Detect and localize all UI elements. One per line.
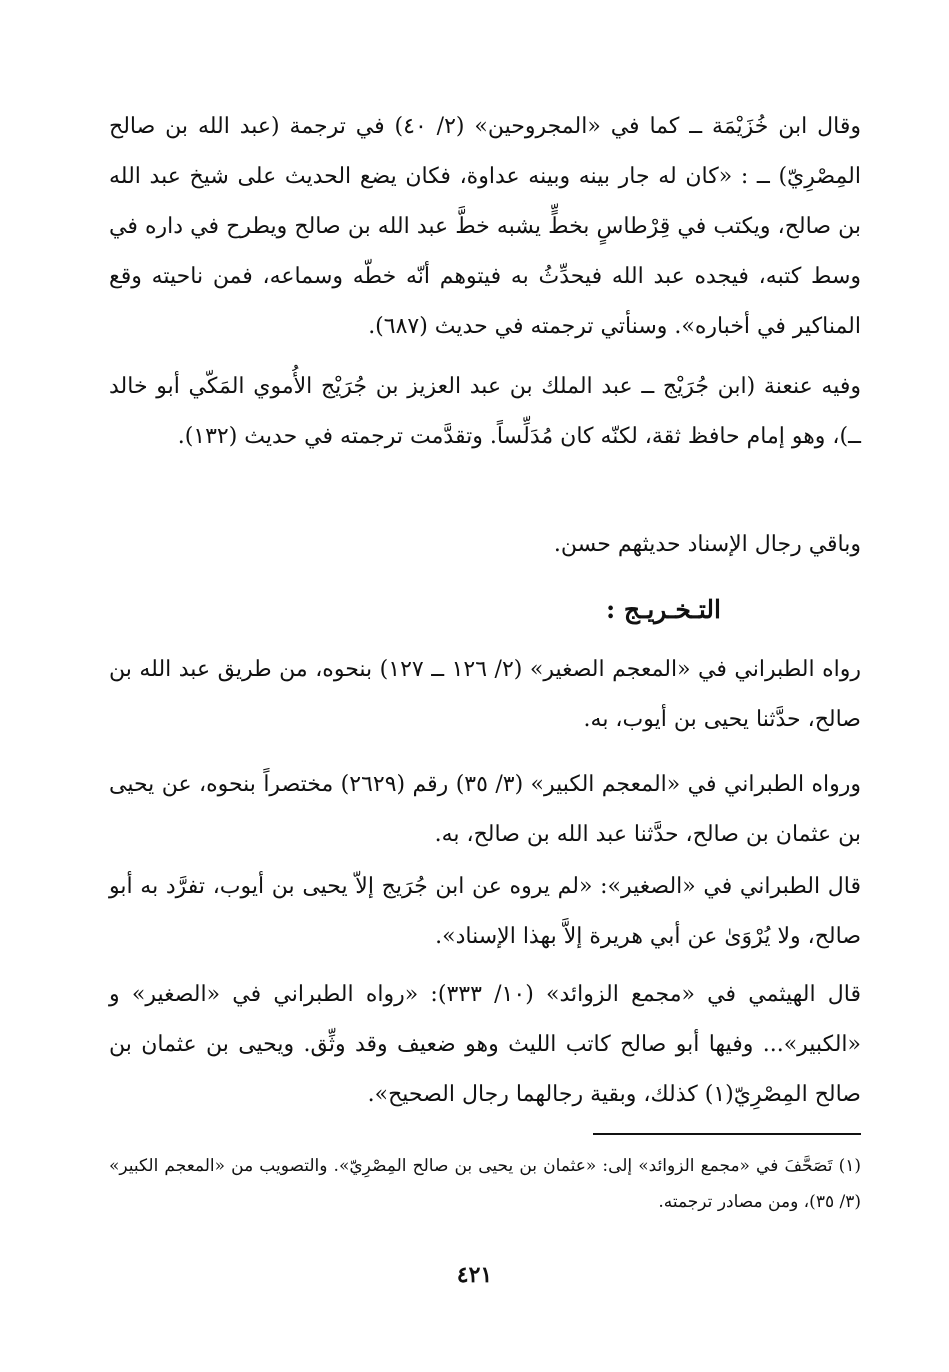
section-heading-takhrij: التـخـريـج : (605, 595, 721, 624)
takhrij-paragraph: رواه الطبراني في «المعجم الصغير» (٢/ ١٢٦ ــ ١٢٧) بنحوه، من طريق عبد الله بن صالح، حدَّثنا يحيى بن أيوب، به. (109, 657, 862, 732)
page-number: ٤٢١ (456, 1262, 493, 1288)
takhrij-paragraph: قال الهيثمي في «مجمع الزوائد» (١٠/ ٣٣٣): «رواه الطبراني في «الصغير» و «الكبير»... وفيها أبو صالح كاتب الليث وهو ضعيف وقد وثِّق. ويحيى بن عثمان بن صالح المِصْرِيّ(١) كذلك، وبقية رجالهما رجال الصحيح». (109, 982, 862, 1107)
body-paragraph: وباقي رجال الإسناد حديثهم حسن. (553, 532, 861, 557)
takhrij-paragraph: قال الطبراني في «الصغير»: «لم يروه عن ابن جُرَيج إلاّ يحيى بن أيوب، تفرَّد به أبو صالح، ولا يُرْوَىٰ عن أبي هريرة إلاَّ بهذا الإسناد». (109, 874, 861, 949)
takhrij-paragraph: ورواه الطبراني في «المعجم الكبير» (٣/ ٣٥) رقم (٢٦٢٩) مختصراً بنحوه، عن يحيى بن عثمان بن صالح، حدَّثنا عبد الله بن صالح، به. (109, 772, 862, 847)
body-paragraph: وفيه عنعنة (ابن جُرَيْج ــ عبد الملك بن عبد العزيز بن جُرَيْج الأُموي المَكّي أبو خالد ــ)، وهو إمام حافظ ثقة، لكنّه كان مُدَلِّساً. وتقدَّمت ترجمته في حديث (١٣٢). (109, 374, 861, 449)
footnote: (١) تَصَحَّفَ في «مجمع الزوائد» إلى: «عثمان بن يحيى بن صالح المِصْرِيّ». والتصويب من «المعجم الكبير» (٣/ ٣٥)، ومن مصادر ترجمته. (109, 1156, 861, 1212)
body-paragraph: وقال ابن خُزَيْمَة ــ كما في «المجروحين» (٢/ ٤٠) في ترجمة (عبد الله بن صالح المِصْرِيّ) ــ : «كان له جار بينه وبينه عداوة، فكان يضع الحديث على شيخ عبد الله بن صالح، ويكتب في قِرْطاسٍ بخطٍّ يشبه خطَّ عبد الله بن صالح ويطرح في داره في وسط كتبه، فيجده عبد الله فيحدِّثُ به فيتوهم أنّه خطّه وسماعه، فمن ناحيته وقع المناكير في أخباره». وسنأتي ترجمته في حديث (٦٨٧). (109, 114, 862, 339)
footnote-divider (593, 1133, 861, 1135)
